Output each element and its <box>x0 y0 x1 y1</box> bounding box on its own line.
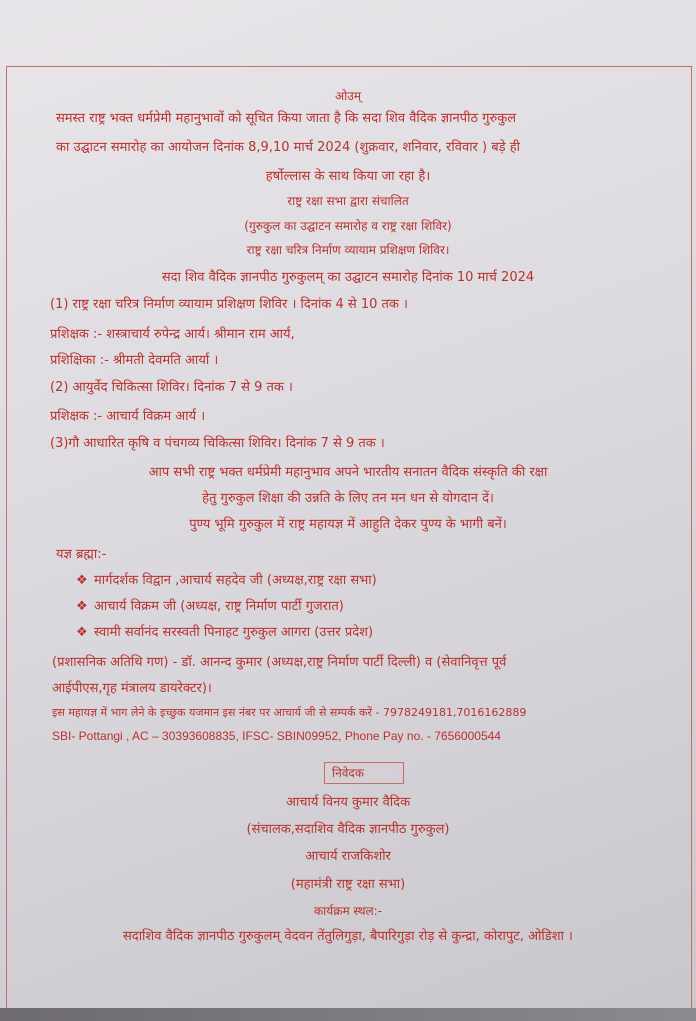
signatory-2-name: आचार्य राजकिशोर <box>305 849 391 864</box>
heading-camp: राष्ट्र रक्षा चरित्र निर्माण व्यायाम प्रशिक्षण शिविर। <box>246 243 450 257</box>
intro-line-2: का उद्घाटन समारोह का आयोजन दिनांक 8,9,10 मार्च 2024 (शुक्रवार, शनिवार, रविवार ) बड़े ही <box>56 140 520 155</box>
heading-organizer: राष्ट्र रक्षा सभा द्वारा संचालित <box>287 194 409 208</box>
venue-address: सदाशिव वैदिक ज्ञानपीठ गुरुकुलम् वेदवन तेंतुलिगुड़ा, बैपारिगुड़ा रोड़ से कुन्द्रा, कोरापुट, ओडिशा । <box>123 929 573 944</box>
camp-1-title: (1) राष्ट्र रक्षा चरित्र निर्माण व्यायाम प्रशिक्षण शिविर । दिनांक 4 से 10 तक । <box>50 297 408 312</box>
guest-line-1: (प्रशासनिक अतिथि गण) - डॉ. आनन्द कुमार (अध्यक्ष,राष्ट्र निर्माण पार्टी दिल्ली) व (सेवानिवृत्त पूर्व <box>52 655 507 670</box>
yagya-item-1: ❖ मार्गदर्शक विद्वान ,आचार्य सहदेव जी (अध्यक्ष,राष्ट्र रक्षा सभा) <box>76 573 377 588</box>
yagya-item-3: ❖ स्वामी सर्वानंद सरस्वती पिनाहट गुरुकुल आगरा (उत्तर प्रदेश) <box>76 625 374 640</box>
heading-inauguration: सदा शिव वैदिक ज्ञानपीठ गुरुकुलम् का उद्घाटन समारोह दिनांक 10 मार्च 2024 <box>161 270 535 285</box>
camp-1-trainer-female: प्रशिक्षिका :- श्रीमती देवमति आर्या । <box>50 353 219 368</box>
contact-line: इस महायज्ञ में भाग लेने के इच्छुक यजमान इस नंबर पर आचार्य जी से सम्पर्क करें - 7978249181,7016162889 <box>52 706 527 719</box>
bank-details: SBI- Pottangi , AC – 30393608835, IFSC- SBIN09952, Phone Pay no. - 7656000544 <box>52 729 501 743</box>
camp-2-title: (2) आयुर्वेद चिकित्सा शिविर। दिनांक 7 से 9 तक । <box>50 380 293 395</box>
camp-1-trainer: प्रशिक्षक :- शस्त्राचार्य रुपेन्द्र आर्य। श्रीमान राम आर्य, <box>50 327 295 342</box>
heading-event: (गुरुकुल का उद्घाटन समारोह व राष्ट्र रक्षा शिविर) <box>244 219 452 233</box>
camp-2-trainer: प्रशिक्षक :- आचार्य विक्रम आर्य । <box>50 409 206 424</box>
document-border <box>6 66 692 1018</box>
signatory-2-role: (महामंत्री राष्ट्र रक्षा सभा) <box>290 877 406 892</box>
table-edge-shadow <box>0 1008 696 1021</box>
appeal-line-2: हेतु गुरुकुल शिक्षा की उन्नति के लिए तन मन धन से योगदान दें। <box>202 491 494 506</box>
camp-3-title: (3)गौ आधारित कृषि व पंचगव्य चिकित्सा शिविर। दिनांक 7 से 9 तक । <box>50 436 385 451</box>
signatory-1-role: (संचालक,सदाशिव वैदिक ज्ञानपीठ गुरुकुल) <box>246 822 450 837</box>
yagya-label: यज्ञ ब्रह्मा:- <box>56 547 107 562</box>
signatory-1-name: आचार्य विनय कुमार वैदिक <box>285 795 411 810</box>
om-heading: ओउम् <box>334 89 362 103</box>
guest-line-2: आईपीएस,गृह मंत्रालय डायरेक्टर)। <box>52 681 212 696</box>
diamond-bullet-icon: ❖ <box>76 625 88 640</box>
diamond-bullet-icon: ❖ <box>76 599 88 614</box>
appeal-line-3: पुण्य भूमि गुरुकुल में राष्ट्र महायज्ञ में आहुति देकर पुण्य के भागी बनें। <box>189 517 507 532</box>
intro-line-3: हर्षोल्लास के साथ किया जा रहा है। <box>265 169 431 184</box>
nivedak-label: निवेदक <box>331 766 365 780</box>
venue-label: कार्यक्रम स्थल:- <box>313 904 383 918</box>
intro-line-1: समस्त राष्ट्र भक्त धर्मप्रेमी महानुभावों को सूचित किया जाता है कि सदा शिव वैदिक ज्ञानपीठ गुरुकुल <box>56 111 517 126</box>
appeal-line-1: आप सभी राष्ट्र भक्त धर्मप्रेमी महानुभाव अपने भारतीय सनातन वैदिक संस्कृति की रक्षा <box>148 465 548 480</box>
diamond-bullet-icon: ❖ <box>76 573 88 588</box>
yagya-item-2: ❖ आचार्य विक्रम जी (अध्यक्ष, राष्ट्र निर्माण पार्टी गुजरात) <box>76 599 344 614</box>
